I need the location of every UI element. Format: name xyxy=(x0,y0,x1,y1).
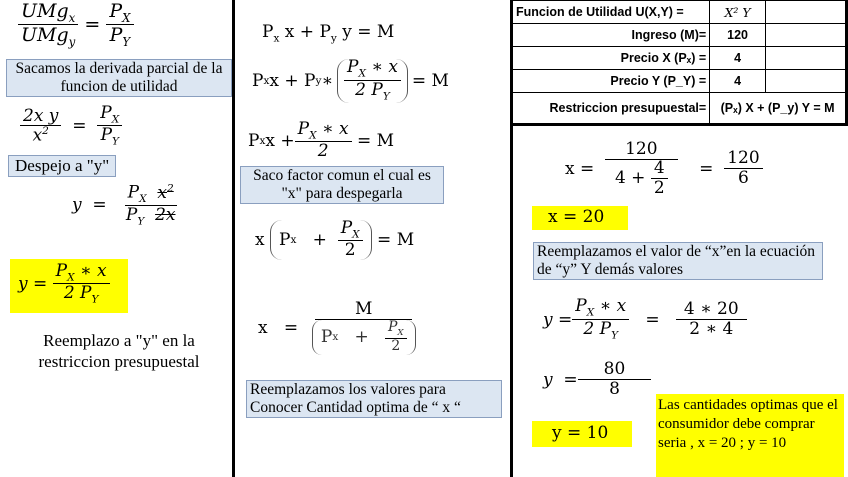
cancelled-2x: 2x xyxy=(155,205,176,226)
mid-eq-budget: $P_x$ $x + P_y$ y = M xyxy=(262,22,395,45)
mid-eq-x-solution: x = M P x + $\frac{P_X}{2}$ xyxy=(258,288,419,368)
right-x-result: x = 20 xyxy=(548,207,605,227)
mid-eq-simplified: P x x + $\frac{P_X ∗ x}{2}$ = M xyxy=(248,118,395,162)
right-note-replace-x: Reemplazamos el valor de “x”en la ecuación de “y” Y demás valores xyxy=(533,242,823,280)
right-conclusion-text: Las cantidades optimas que el consumidor debe comprar seria , x = 20 ; y = 10 xyxy=(658,397,838,451)
table-row xyxy=(513,47,847,70)
table-row xyxy=(513,70,847,93)
left-eq-solve-y: y = $\frac{P_X x^2}{P_Y 2x}$ xyxy=(72,182,176,228)
left-eq-derivative: $\frac{\text{2x y}}{x^2}$ = $\frac{P_X}{P_Y}$ xyxy=(20,105,122,148)
table-empty-cell xyxy=(765,24,846,47)
table-row xyxy=(513,1,847,24)
mid-note-common-factor: Saco factor comun el cual es "x" para despegarla xyxy=(240,166,444,204)
table-label: Precio Y (P_Y) = xyxy=(513,70,710,93)
table-value: 120 xyxy=(710,24,766,47)
mid-eq-factored: x P x + $\frac{P_X}{2}$ = M xyxy=(255,217,415,261)
table-label: Funcion de Utilidad U(X,Y) = xyxy=(513,1,710,24)
table-label: Ingreso (M)= xyxy=(513,24,710,47)
column-divider-left xyxy=(232,0,235,477)
table-empty-cell xyxy=(765,47,846,70)
table-empty-cell xyxy=(765,70,846,93)
mid-eq-substitute-paren: $\frac{P_X ∗ x}{2 P_Y}$ xyxy=(337,59,408,102)
left-eq-marginal-rate: $\frac{UMg_x}{UMg_y}$ = $\frac{P_X}{P_Y}$ xyxy=(18,2,134,49)
table-label: Restriccion presupuestal= xyxy=(513,93,710,125)
right-eq-y-simplified: y = $\frac{80}{8}$ xyxy=(543,354,651,406)
right-eq-x-numeric: x = 120 4 + $\frac{4}{2}$ = $\frac{120}{6}$ xyxy=(565,136,763,202)
table-row xyxy=(513,24,847,47)
table-row xyxy=(513,93,847,125)
left-text-replace-y: Reemplazo a "y" en la restriccion presupuestal xyxy=(38,331,200,371)
table-value: 4 xyxy=(710,70,766,93)
cancelled-x2: $x^2$ xyxy=(157,182,174,203)
table-value: 4 xyxy=(710,47,766,70)
left-note-derivative: Sacamos la derivada parcial de la funcion de utilidad xyxy=(6,59,232,97)
left-eq-y-result: y = $\frac{P_X ∗ x}{2 P_Y}$ xyxy=(18,263,110,306)
left-note-solve-y: Despejo a "y" xyxy=(8,155,116,177)
mid-eq-substitute: P x x + P y ∗ $\frac{P_X ∗ x}{2 P_Y}$ = M xyxy=(252,57,449,103)
table-value: X² Y xyxy=(710,1,766,24)
mid-eq-factored-paren: P x + $\frac{P_X}{2}$ xyxy=(270,220,372,260)
utility-data-table xyxy=(512,0,848,126)
table-value: (Pₓ) X + (P_y) Y = M xyxy=(710,93,847,125)
right-eq-y-numeric: y = $\frac{P_X ∗ x}{2 P_Y}$ = $\frac{4 ∗ 20}{2 ∗ 4}$ xyxy=(543,292,747,348)
mid-eq-x-solution-paren: P x + $\frac{P_X}{2}$ xyxy=(312,320,416,354)
table-label: Precio X (Pₓ) = xyxy=(513,47,710,70)
right-y-result: y = 10 xyxy=(552,423,609,443)
table-empty-cell xyxy=(765,1,846,24)
mid-note-replace-values: Reemplazamos los valores para Conocer Cantidad optima de “ x “ xyxy=(246,380,502,418)
